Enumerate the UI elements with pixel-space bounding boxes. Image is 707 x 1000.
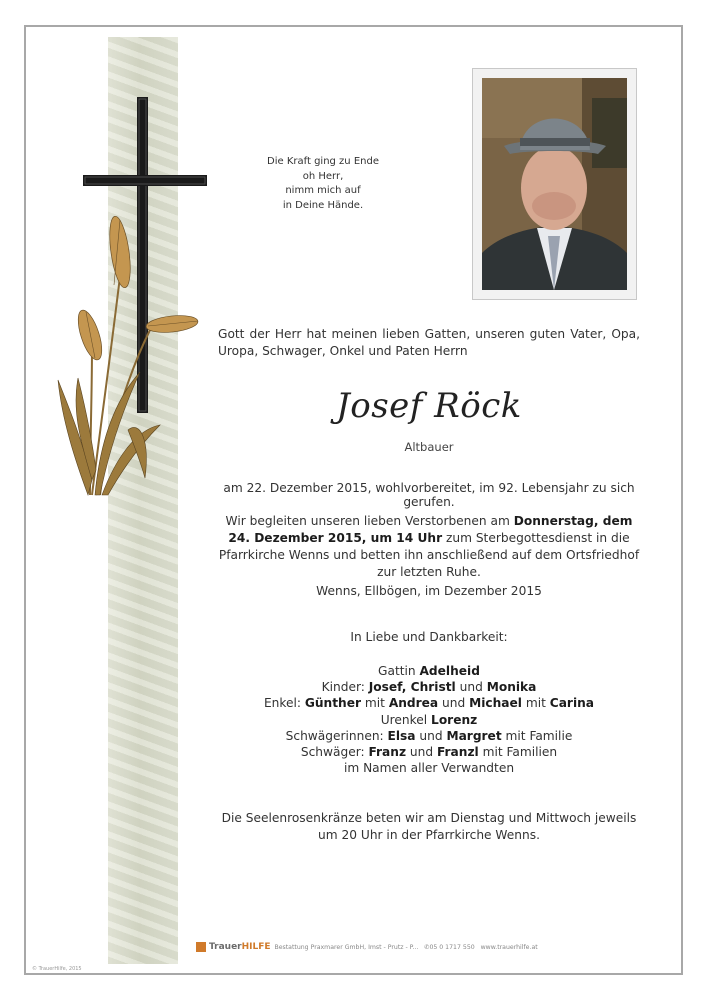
phone-icon: ✆ [424, 944, 430, 951]
mourner-line: Urenkel Lorenz [380, 712, 478, 727]
funeral-details: Wir begleiten unseren lieben Verstorbenen am Donnerstag, dem 24. Dezember 2015, um 14 Uhr zum Sterbegottesdienst in die Pfarrkirche Wenns und betten ihn anschließend auf dem Ortsfriedhof zur letzten Ruhe. [218, 514, 640, 579]
mourners-list [218, 663, 640, 776]
footer [196, 942, 538, 952]
quote-line: in Deine Hände. [282, 199, 364, 211]
portrait-photo [482, 78, 627, 290]
website: www.trauerhilfe.at [480, 944, 538, 951]
mourner-line: Schwägerinnen: Elsa und Margret mit Familie [285, 728, 573, 743]
company-info: Bestattung Praxmarer GmbH, Imst - Prutz - P... [274, 944, 419, 951]
cross-icon [83, 97, 207, 413]
mourner-line: Enkel: Günther mit Andrea und Michael mit Carina [263, 696, 595, 711]
intro-text: Gott der Herr hat meinen lieben Gatten, unseren guten Vater, Opa, Uropa, Schwager, Onkel und Paten Herrn [218, 327, 640, 358]
phone-number: 05 0 1717 550 [429, 944, 475, 951]
occupation: Altbauer [404, 440, 454, 454]
deceased-name: Josef Röck [336, 386, 522, 426]
mourner-line: Kinder: Josef, Christl und Monika [321, 680, 537, 695]
wheat-ears [73, 215, 198, 362]
copyright: © TrauerHilfe, 2015 [32, 966, 82, 972]
quote [258, 155, 388, 213]
trauerhilfe-logo-icon [196, 942, 206, 952]
quote-line: nimm mich auf [285, 185, 361, 196]
mourner-line: im Namen aller Verwandten [343, 761, 515, 776]
place-and-date: Wenns, Ellbögen, im Dezember 2015 [316, 584, 542, 598]
brand-name: TrauerHILFE [209, 942, 271, 952]
gratitude-line: In Liebe und Dankbarkeit: [350, 630, 508, 644]
mourner-line: Gattin Adelheid [378, 664, 480, 678]
quote-line: oh Herr, [302, 170, 344, 182]
portrait-frame [472, 68, 637, 300]
quote-line: Die Kraft ging zu Ende [267, 156, 379, 167]
death-date-text: am 22. Dezember 2015, wohlvorbereitet, im 92. Lebensjahr zu sich gerufen. [223, 481, 635, 509]
mourner-line: Schwäger: Franz und Franzl mit Familien [300, 745, 558, 760]
rosary-notice: Die Seelenrosenkränze beten wir am Dienstag und Mittwoch jeweils um 20 Uhr in der Pfarrkirche Wenns. [221, 811, 637, 842]
